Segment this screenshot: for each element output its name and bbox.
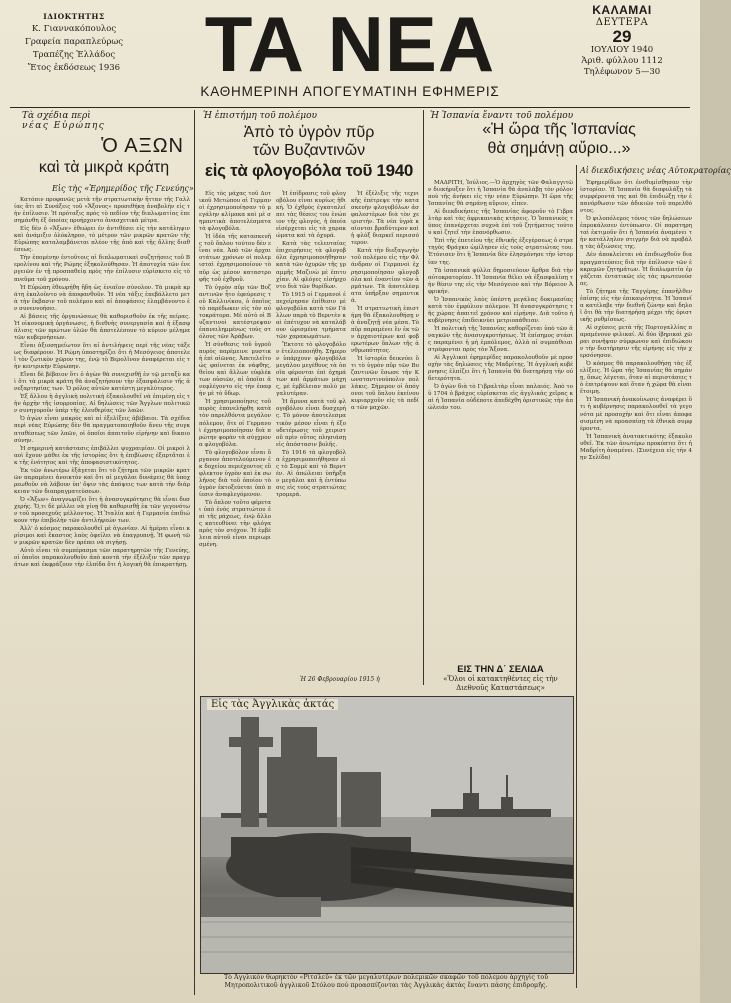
col2-headline-line1: Ἀπὸ τὸ ὑγρὸν πῦρ (243, 124, 375, 141)
col1-paragraph: Εἴναι δὲ βέβαιον ὅτι ὁ ἀγὼν θὰ συνεχισθῇ ἐν τῷ μεταξὺ καὶ ὅτι τὰ μικρὰ κράτη θὰ ἀναζητήσουν τὴν ἐξασφάλισιν τῆς ἀνεξαρτησίας των. Ὁ ρόλος αὐτῶν κατέστη μεγαλύτερος. (14, 372, 190, 393)
col3-article-body-right (580, 180, 692, 990)
col2a-paragraph: Εἰς τὸς μάχας τοῦ Δυτικοῦ Μετώπου αἱ Γερμανοὶ ἐχρησιμοποίησαν τὸ μεγάλην κλίμακα καὶ μὲ σημαντικὰ ἀποτελέσματα τὰ φλογοβόλα. (199, 191, 271, 233)
col2b-paragraph: Τὸ 1915 οἱ Γερμανοὶ ἐπεχείρησαν ἐπίθεσιν μὲ φλογοβόλα κατὰ τῶν Γάλλων παρὰ τὸ Βερντὲν καὶ ἐπέτυχον νὰ καταλάβουν ὡρισμένα τμήματα τῶν χαρακωμάτων. (276, 291, 346, 340)
col3-headline-line1: «Ἡ ὥρα τῆς Ἰσπανίας (482, 121, 636, 138)
col2c-paragraph: Ἡ στρατιωτικὴ ἐπιστήμη θὰ ἐξακολουθήσῃ νὰ ἀναζητῇ νέα μέσα. Τὸ πῦρ παραμένει ἓν ἐκ τῶν ἀρχαιοτέρων καὶ φοβερωτέρων ὅπλων τῆς ἀνθρωπότητος. (351, 305, 419, 355)
col1-paragraph: Αἱ βάσεις τῆς ὀργανώσεως θὰ καθορισθοῦν ἐκ τῆς πείρας. Ἡ οἰκονομικὴ ὀργάνωσις, ἡ διεθνὴς συνεργασία καὶ ἡ ἐξασφάλισις τῶν πρώτων ὑλῶν θὰ ἀποτελέσουν τὸ κύριον μέλημα τῶν κυβερνήσεων. (14, 313, 190, 341)
publisher-info (18, 10, 130, 75)
col2a-paragraph: Τὸ ὄπλον τοῦτο φέρεται ὑπὸ ἑνὸς στρατιώτου ἐπὶ τῆς ράχεως, ἐνῷ ἄλλος κατευθύνει τὴν φλόγα πρὸς τὸν στόχον. Ἡ ἐμβέλεια αὐτοῦ εἶναι περιωρισμένη. (199, 500, 271, 549)
col2b-paragraph: Ἔκτοτε τὸ φλογοβόλον ἐτελειοποιήθη. Σήμερον ὑπάρχουν φλογοβόλα μεγάλου μεγέθους τὰ ὁποῖα φέρονται ἐπὶ ὀχημάτων καὶ ἁρμάτων μάχης, μὲ ἐμβέλειαν πολὺ μεγαλυτέραν. (276, 341, 346, 398)
owner-label: ΙΔΙΟΚΤΗΤΗΣ (43, 12, 105, 21)
column-divider-3 (576, 165, 577, 988)
month-year: ΙΟΥΛΙΟΥ 1940 (590, 45, 654, 55)
col1-paragraph: Τὴν ἐπομένην ἐντοῦτοις αἱ διπλωματικαὶ συζητήσεις τοῦ Βερολίνου καὶ τῆς Ρώμης ἐξηκολούθησαν. Ἡ ἀποτυχία τῶν ἐνεργειῶν ἐν τῇ προσπαθείᾳ πρὸς τὴν ἐπίλυσιν εὑρίσκετο εἰς τὸ πνεῦμα τοῦ χρόνου. (14, 255, 190, 283)
photo-label: Εἰς τὰς Ἀγγλικὰς ἀκτάς (207, 699, 338, 710)
col1-paragraph: Κατόπιν προφανῶς μετὰ τῆν στρατιωτικὴν ἥτταν τῆς Γαλλίας ἄτι αἱ Συνάξεις τοῦ «Ἄξονος» προσεθήκη ἀναβολὴν εἰς τὴν ἐπίλυσιν. Ἡ πρόταξις πρὸς τὸ πεδίον τῆς διπλωματίας ἐπεσημάνθη ἐξ ὁποίας προήρχοντο ἀνασχετικὰ μέτρα. (14, 197, 190, 225)
cross-reference-subtitle: «Ὅλοι οἱ κατακτηθέντες εἰς τὴν Διεθνοῦς Καταστάσεως» (443, 675, 558, 692)
col3-article-body-left (428, 180, 573, 658)
col3-right-paragraph: Ἡ Ἰσπανικὴ ἀνατακτικότης ἐξακολουθεῖ. Ἐκ τῶν ἀνωτέρω προκύπτει ὅτι ἡ Μαδρίτη ἀναμένει. (Συνέχεια εἰς τὴν 4ην Σελίδα) (580, 433, 692, 461)
col2-article-body-a (199, 191, 271, 685)
founding-year: Ἔτος ἐκδόσεως 1936 (27, 63, 121, 73)
newspaper-title: ΤΑ ΝΕΑ (204, 0, 496, 88)
issue-number: Ἀριθ. φύλλου 1112 (581, 56, 663, 66)
col1-kicker-line2: νέας Εὐρώπης (22, 121, 106, 131)
col1-kicker (22, 111, 105, 131)
col1-paragraph: Εἶναι ἀξιοσημείωτον ὅτι αἱ ἀντιλήψεις περὶ τῆς νέας τάξεως διαφέρουν. Ἡ Ρώμη ὑποστηρίζει ὅτι ἡ Μεσόγειος ἀποτελεῖ τὸν ζωτικὸν χῶρον της, ἐνῷ τὸ Βερολῖνον ἀναφέρεται εἰς τὴν κεντρικὴν Εὐρώπην. (14, 342, 190, 371)
cross-reference-label: ΕΙΣ ΤΗΝ Δ΄ ΣΕΛΙΔΑ (457, 664, 544, 675)
column-divider-1 (194, 110, 195, 995)
col1-paragraph: Ἀλλ' ὁ κόσμος παρακολουθεῖ μὲ ἀγωνίαν. Αἱ ἡμέραι εἶναι κρίσιμοι καὶ ἕκαστος λαὸς ὀφείλει νὰ ἐπαγρυπνῇ. Ἡ φωνὴ τῶν μικρῶν κρατῶν δὲν πρέπει νὰ σιγήσῃ. (14, 526, 190, 547)
battleship-illustration (201, 697, 573, 973)
col3-left-paragraph: ΜΑΔΡΙΤΗ, Ἰούλιος.—Ὁ ἀρχηγὸς τῶν Φαλαγγιτῶν διεκήρυξεν ὅτι ἡ Ἰσπανία θὰ ἀναλάβῃ τὸν ρόλον ποὺ τῆς ἀνήκει εἰς τὴν νέαν Εὐρώπην. Ἡ ὥρα τῆς Ἰσπανίας θὰ σημάνῃ αὔριον, εἶπεν. (428, 180, 573, 208)
col1-paragraph: Ἡ Εὐρώπη ἐθεωρήθη ἤδη ὡς ἑνιαῖον σύνολον. Τὰ μικρὰ κράτη ἐκαλοῦντο νὰ ἀποφανθοῦν. Ἡ νέα τάξις ἐπεβάλλετο μετὰ τὴν ἔκβασιν τοῦ πολέμου καὶ αἱ ἀποφάσεις ἐλαμβάνοντο ἐν συνεννοήσει. (14, 284, 190, 312)
col3-headline (428, 120, 690, 158)
col1-headline-line1: Ὁ ΑΞΩΝ (101, 135, 184, 157)
col3-left-paragraph: Ἡ πολιτικὴ τῆς Ἰσπανίας καθορίζεται ὑπὸ τῶν ἀναγκῶν τῆς ἀνασυγκροτήσεως. Ἡ ἐπίσημος στάσις παραμένει ἡ μὴ ἐμπόλεμος, ἀλλὰ αἱ συμπάθειαι στρέφονται πρὸς τὸν Ἄξονα. (428, 325, 573, 354)
col2-article-body-b (276, 191, 346, 685)
col1-paragraph: Εἰς δὲν ὁ «Ἄξων» ἐθεώρει ἐν ἀντιθέσει εἰς τὴν κατάληψιν καὶ ἀνάμιξιν ὁλόκληρον, τὸ μέτρον τῶν μικρῶν κρατῶν τῆς Εὐρώπης καταλαμβάνεται πλέον τῆς ἀπὸ καὶ τῆς ἄλλης διαθέσεως. (14, 226, 190, 254)
col2c-paragraph: Ἡ ἱστορία δεικνύει ὅτι τὸ ὑγρὸν πῦρ τῶν Βυζαντινῶν ἔσωσε τὴν Κωνσταντινούπολιν πολλάκις. Σήμερον οἱ ἀπόγονοι τοῦ ὅπλου ἐκείνου κυριαρχοῦν εἰς τὰ πεδία τῶν μαχῶν. (351, 356, 419, 412)
phone-number: Τηλέφωνον 5—30 (583, 67, 661, 77)
owner-name: Κ. Γιαννακόπουλος (31, 24, 117, 34)
col3-left-paragraph: Ὁ Ἰσπανικὸς λαὸς ὑπέστη μεγάλας δοκιμασίας κατὰ τὸν ἐμφύλιον πόλεμον. Ἡ ἀνασυγκρότησις τῆς χώρας ἀπαιτεῖ χρόνον καὶ εἰρήνην. Διὰ τοῦτο ἡ κυβέρνησις ἐπιδεικνύει μετριοπάθειαν. (428, 296, 573, 324)
col1-headline-line2: καὶ τὰ μικρὰ κράτη (38, 159, 170, 176)
col3-right-paragraph: Τὸ ζήτημα τῆς Ταγγέρης ἐπανῆλθεν ἐπίσης εἰς τὴν ἐπικαιρότητα. Ἡ Ἰσπανία κατέλαβε τὴν διεθνῆ ζώνην καὶ δηλοῖ ὅτι θὰ τὴν διατηρήσῃ μέχρι τῆς ὁριστικῆς ρυθμίσεως. (580, 288, 692, 323)
col2a-paragraph: Τὸ ὑγρὸν πῦρ τῶν Βυζαντινῶν ἦτο ἐφεύρεσις τοῦ Καλλινίκου, ὁ ὁποῖος τὸ παρέδωκεν εἰς τὸν αὐτοκράτορα. Μὲ αὐτὸ οἱ Βυζαντινοὶ κατέστρεψαν ἐπανειλημμένως τοὺς στόλους τῶν Ἀράβων. (199, 284, 271, 340)
masthead-rule (10, 107, 690, 108)
col2a-paragraph: Ἡ σύνθεσις τοῦ ὑγροῦ πυρὸς παρέμεινε μυστικὴ ἐπὶ αἰῶνας. Ἀπετελεῖτο ὡς φαίνεται ἐκ νάφθης, θείου καὶ ἄλλων εὐφλέκτων οὐσιῶν, αἱ ὁποῖαι ἀνεφλέγοντο εἰς τὴν ἐπαφὴν μὲ τὸ ὕδωρ. (199, 341, 271, 398)
masthead (160, 0, 540, 99)
col1-paragraph: Αὐτὸ εἶναι τὸ συμπέρασμα τῶν παρατηρητῶν τῆς Γενεύης, οἱ ὁποῖοι παρακολουθοῦν ἀπὸ κοντὰ τὴν ἐξέλιξιν τῶν πραγμάτων καὶ ἐκφράζουν τὴν ἐλπίδα ὅτι ἡ λογικὴ θὰ ἐπικρατήσῃ. (14, 548, 190, 569)
col2a-paragraph: Τὸ φλογοβόλον εἶναι ὄργανον ἀποτελούμενον ἐκ δοχείου περιέχοντος εὔφλεκτον ὑγρὸν καὶ ἐκ σωλῆνος διὰ τοῦ ὁποίου τὸ ὑγρὸν ἐκτοξεύεται ὑπὸ πίεσιν ἀναφλεγόμενον. (199, 449, 271, 498)
col2a-paragraph: Ἡ χρησιμοποίησις τοῦ πυρὸς ἐπανελήφθη κατὰ τὸν παρελθόντα μεγάλον πόλεμον, ὅτε οἱ Γερμανοὶ ἐχρησιμοποίησαν διὰ πρώτην φορὰν τὰ σύγχρονα φλογοβόλα. (199, 399, 271, 448)
col2b-paragraph: Κατὰ τὰς τελευταίας ἐπιχειρήσεις τὰ φλογοβόλα ἐχρησιμοποιήθησαν κατὰ τῶν ὀχυρῶν τῆς γραμμῆς Μαζινὼ μὲ ἐπιτυχίαν. Αἱ φλόγες εἰσήρχοντο διὰ τῶν θυρίδων. (276, 241, 346, 290)
col2-article-body-c (351, 191, 419, 661)
col3-right-paragraph: Αἱ σχέσεις μετὰ τῆς Πορτογαλλίας παραμένουν φιλικαί. Αἱ δύο ἰβηρικαὶ χῶραι συνῆψαν σύμφωνον καὶ ἐπιδιώκουν τὴν διατήρησιν τῆς εἰρήνης εἰς τὴν χερσόνησον. (580, 324, 692, 360)
weekday: ΔΕΥΤΕΡΑ (595, 17, 649, 28)
newspaper-subtitle: ΚΑΘΗΜΕΡΙΝΗ ΑΠΟΓΕΥΜΑΤΙΝΗ ΕΦΗΜΕΡΙΣ (200, 84, 500, 99)
col3-right-paragraph: Ὁ φιλοπόλεμος τόνος τῶν δηλώσεων ἐπροκάλεσεν ἐντύπωσιν. Οἱ παρατηρηταὶ ἐκτιμοῦν ὅτι ἡ Ἰσπανία ἀναμένει τὴν κατάλληλον στιγμὴν διὰ νὰ προβάλῃ τὰς ἀξιώσεις της. (580, 216, 692, 251)
col1-kicker-line1: Τὰ σχέδια περὶ (22, 111, 91, 121)
issue-info (552, 4, 692, 78)
col1-byline: Εἰς τὴς «Ἐρημερίδος τῆς Γενεύης» (52, 184, 194, 193)
date-number: 29 (612, 27, 632, 46)
col2b-paragraph: Ἡ ἐπίδρασις τοῦ φλογοβόλου εἶναι κυρίως ἠθική. Ὁ ἐχθρὸς ἐγκαταλείπει τὰς θέσεις του ἐνώπιον τῆς φλογός, ἡ ὁποία εἰσέρχεται εἰς τὰ χαρακώματα καὶ τὰ ὀχυρά. (276, 191, 346, 240)
col3-right-paragraph: Δὲν ἀποκλείεται νὰ ἐπιδιωχθοῦν διαπραγματεύσεις διὰ τὴν ἐπίλυσιν τῶν ἐκκρεμῶν ζητημάτων. Ἡ διπλωματία ἐργάζεται ἐντατικῶς εἰς τὰς πρωτευούσας. (580, 252, 692, 287)
cross-reference (428, 664, 573, 692)
col1-headline (18, 134, 190, 178)
col2b-paragraph: Τὸ 1916 τὰ φλογοβόλα ἐχρησιμοποιήθησαν εἰς τὸ Σομμὲ καὶ τὸ Βερντέν. Αἱ ἀπώλειαι ὑπῆρξαν μεγάλαι καὶ ἡ ἐντύπωσις εἰς τοὺς στρατιώτας τρομερά. (276, 449, 346, 498)
column-divider-2 (423, 110, 424, 685)
col2-dateline: Ἡ 26 Φεβρουαρίου 1915 ἡ (300, 676, 380, 683)
col2-kicker: Ἡ ἐπιστήμη τοῦ πολέμου (203, 111, 318, 121)
col2b-paragraph: Ἡ ἄμυνα κατὰ τοῦ φλογοβόλου εἶναι δυσχερής. Τὸ μόνον ἀποτελεσματικὸν μέσον εἶναι ἡ ἐξουδετέρωσις τοῦ χειριστοῦ πρὶν οὗτος πλησιάσῃ εἰς ἀπόστασιν βολῆς. (276, 399, 346, 448)
col3-right-paragraph: Ἐφημερίδων ὁτι ἐνεθυμίσθησαν τὴν ἱστορίαν. Ἡ Ἰσπανία θὰ διαφυλάξῃ τὰ συμφέροντά της καὶ θὰ ἐπιδιώξῃ τὴν ἐπανόρθωσιν τῶν ἀδικιῶν τοῦ παρελθόντος. (580, 180, 692, 215)
col1-article-body (14, 197, 190, 991)
col2-headline (198, 124, 420, 181)
col2-headline-line3: εἰς τὰ φλογοβόλα τοῦ 1940 (204, 161, 414, 180)
col2c-paragraph: Κατὰ τὴν διεξαγωγὴν τοῦ πολέμου εἰς τὴν Φλάνδραν οἱ Γερμανοὶ ἐχρησιμοποίησαν φλογοβόλα καὶ ἐναντίον τῶν ἁρμάτων. Τὰ ἀποτελέσματα ὑπῆρξαν σημαντικά. (351, 248, 419, 304)
col1-paragraph: Ἡ σημερινὴ κατάστασις ἐπιβάλλει ψυχραιμίαν. Οἱ μικροὶ λαοὶ ἔχουν μάθει ἐκ τῆς ἱστορίας ὅτι ἡ ἐπιβίωσις ἐξαρτᾶται ἐκ τῆς ἑνότητος καὶ τῆς ἀποφασιστικότητος. (14, 445, 190, 466)
office-landmark: Τραπέζης Ἑλλάδος (32, 50, 116, 60)
col3-left-paragraph: Αἱ Ἀγγλικαὶ ἐφημερίδες παρακολουθοῦν μὲ προσοχὴν τὰς δηλώσεις τῆς Μαδρίτης. Ἡ ἀγγλικὴ κυβέρνησις ἐλπίζει ὅτι ἡ Ἰσπανία θὰ διατηρήσῃ τὴν οὐδετερότητα. (428, 355, 573, 383)
col3-left-paragraph: Ὁ ἀγὼν διὰ τὸ Γιβραλτὰρ εἶναι παλαιός. Ἀπὸ τοῦ 1704 ὁ βράχος εὑρίσκεται εἰς ἀγγλικὰς χεῖρας καὶ ἡ Ἰσπανία οὐδέποτε ἀπεδέχθη ὁριστικῶς τὴν ἀπώλειάν του. (428, 384, 573, 412)
photo-caption: Τὸ Ἀγγλικὸν θωρηκτὸν «Ρίτσλεϋ» ἐκ τῶν μεγαλυτέρων πολεμικῶν σκαφῶν τοῦ πόλεμου ἀρχηγὶς τοῦ Μητροπολιτικοῦ ἀγγλικοῦ Στόλου ποὺ προασπίζονται τὰς Ἀγγλικὰς ἀκτὰς ἔναντι πάσης ἐπιδρομῆς. (223, 974, 549, 989)
col2-headline-line2: τῶν Βυζαντινῶν (252, 142, 366, 159)
col2c-paragraph: Ἡ ἐξέλιξις τῆς τεχνικῆς ἐπέτρεψε τὴν κατασκευὴν φλογοβόλων ἀσφαλεστέρων διὰ τὸν χειριστήν. Τὰ νέα ὑγρὰ καίονται βραδύτερον καὶ ἡ φλὸξ διαρκεῖ περισσότερον. (351, 191, 419, 247)
col1-paragraph: Ἐκ τῶν ἀνωτέρω ἐξάγεται ὅτι τὸ ζήτημα τῶν μικρῶν κρατῶν παραμένει ἀνοικτὸν καὶ ὅτι αἱ μεγάλαι δυνάμεις θὰ ὑποχρεωθοῦν νὰ λάβουν ὑπ' ὄψιν τὰς ἀπόψεις των κατὰ τὴν διάρκειαν τῶν διαπραγματεύσεων. (14, 467, 190, 495)
col3-right-paragraph: Ὁ κόσμος θὰ παρακολουθήσῃ τὰς ἐξελίξεις. Ἡ ὥρα τῆς Ἰσπανίας θὰ σημάνῃ, ὅπως λέγεται, ὅταν αἱ περιστάσεις τὸ ἐπιτρέψουν καὶ ὅταν ἡ χώρα θὰ εἶναι ἕτοιμη. (580, 361, 692, 396)
col3-left-paragraph: Ἐπὶ τῆς ἐπετείου τῆς ἐθνικῆς ἐξεγέρσεως ὁ στρατηγὸς Φράγκο ὡμίλησεν εἰς τοὺς στρατιώτας του. Ἐτόνισεν ὅτι ἡ Ἰσπανία δὲν ἐλησμόνησε τὴν ἱστορίαν της. (428, 238, 573, 266)
city: ΚΑΛΑΜΑΙ (592, 3, 652, 17)
col3-right-paragraph: Ἡ Ἰσπανικὴ ἀνακοίνωσις ἀναφέρει ὅτι ἡ κυβέρνησις παρακολουθεῖ τὰ γεγονότα μὲ προσοχὴν καὶ ὅτι εἶναι ἀποφασισμένη νὰ προασπίσῃ τὰ ἐθνικὰ συμφέροντα. (580, 397, 692, 432)
col3-headline-line2: θὰ σημάνῃ αὔριο...» (487, 140, 631, 157)
col2a-paragraph: Ἡ ἰδέα τῆς κατασκευῆς τοῦ ὄπλου τούτου δὲν εἶναι νέα. Ἀπὸ τῶν ἀρχαιοτάτων χρόνων οἱ πολεμισταὶ ἐχρησιμοποίουν τὸ πῦρ ὡς μέσον καταστροφῆς τοῦ ἐχθροῦ. (199, 234, 271, 283)
col1-paragraph: Ὁ ἀγὼν εἶναι μακρὸς καὶ αἱ ἐξελίξεις ἀβέβαιοι. Τὰ σχέδια περὶ νέας Εὐρώπης δὲν θὰ πραγματοποιηθοῦν ἄνευ τῆς συγκαταθέσεως τῶν λαῶν, οἱ ὁποῖοι ἀπαιτοῦν εἰρήνην καὶ δικαιοσύνην. (14, 416, 190, 444)
col3-kicker: Ἡ Ἰσπανία ἔναντι τοῦ πολέμου (430, 111, 574, 121)
col1-paragraph: Ἐξ ἄλλου ἡ ἀγγλικὴ πολιτικὴ ἐξακολουθεῖ νὰ ἐπιμένῃ εἰς τὴν ἀρχὴν τῆς ἰσορροπίας. Αἱ δηλώσεις τῶν Ἄγγλων πολιτικῶν συνηγοροῦν ὑπὲρ τῆς ἐλευθερίας τῶν λαῶν. (14, 394, 190, 415)
col3-left-paragraph: Αἱ διεκδικήσεις τῆς Ἰσπανίας ἀφοροῦν τὸ Γιβραλτὰρ καὶ τὰς ἀφρικανικὰς κτήσεις. Ὁ Ἰσπανικὸς τύπος ἐπανέρχεται συχνὰ ἐπὶ τοῦ ζητήματος τούτου καὶ ζητεῖ τὴν ἐπανόρθωσιν. (428, 209, 573, 237)
office-address: Γραφεία παραπλεύρως (24, 37, 124, 47)
col1-paragraph: Ὁ «Ἄξων» ἀναγνωρίζει ὅτι ἡ ἀνασυγκρότησις θὰ εἶναι δυσχερής. Ὅ,τι δὲ μέλλει νὰ γίνῃ θὰ καθορισθῇ ἐκ τῶν γεγονότων τοῦ προσεχοῦς μέλλοντος. Ἡ Ἰταλία καὶ ἡ Γερμανία ἐπιδιώκουν τὴν ἐπιβολὴν τῶν ἀντιλήψεών των. (14, 496, 190, 525)
battleship-photo (200, 696, 574, 974)
col3-subkicker: Αἱ διεκδικήσεις νέας Αὐτοκρατορίας (580, 166, 731, 175)
col3-left-paragraph: Τὰ ἰσπανικὰ φύλλα δημοσιεύουν ἄρθρα διὰ τὴν αὐτοκρατορίαν. Ἡ Ἰσπανία θέλει νὰ ἐξασφαλίσῃ τὴν θέσιν της εἰς τὴν Μεσόγειον καὶ τὴν Βόρειον Ἀφρικήν. (428, 267, 573, 295)
